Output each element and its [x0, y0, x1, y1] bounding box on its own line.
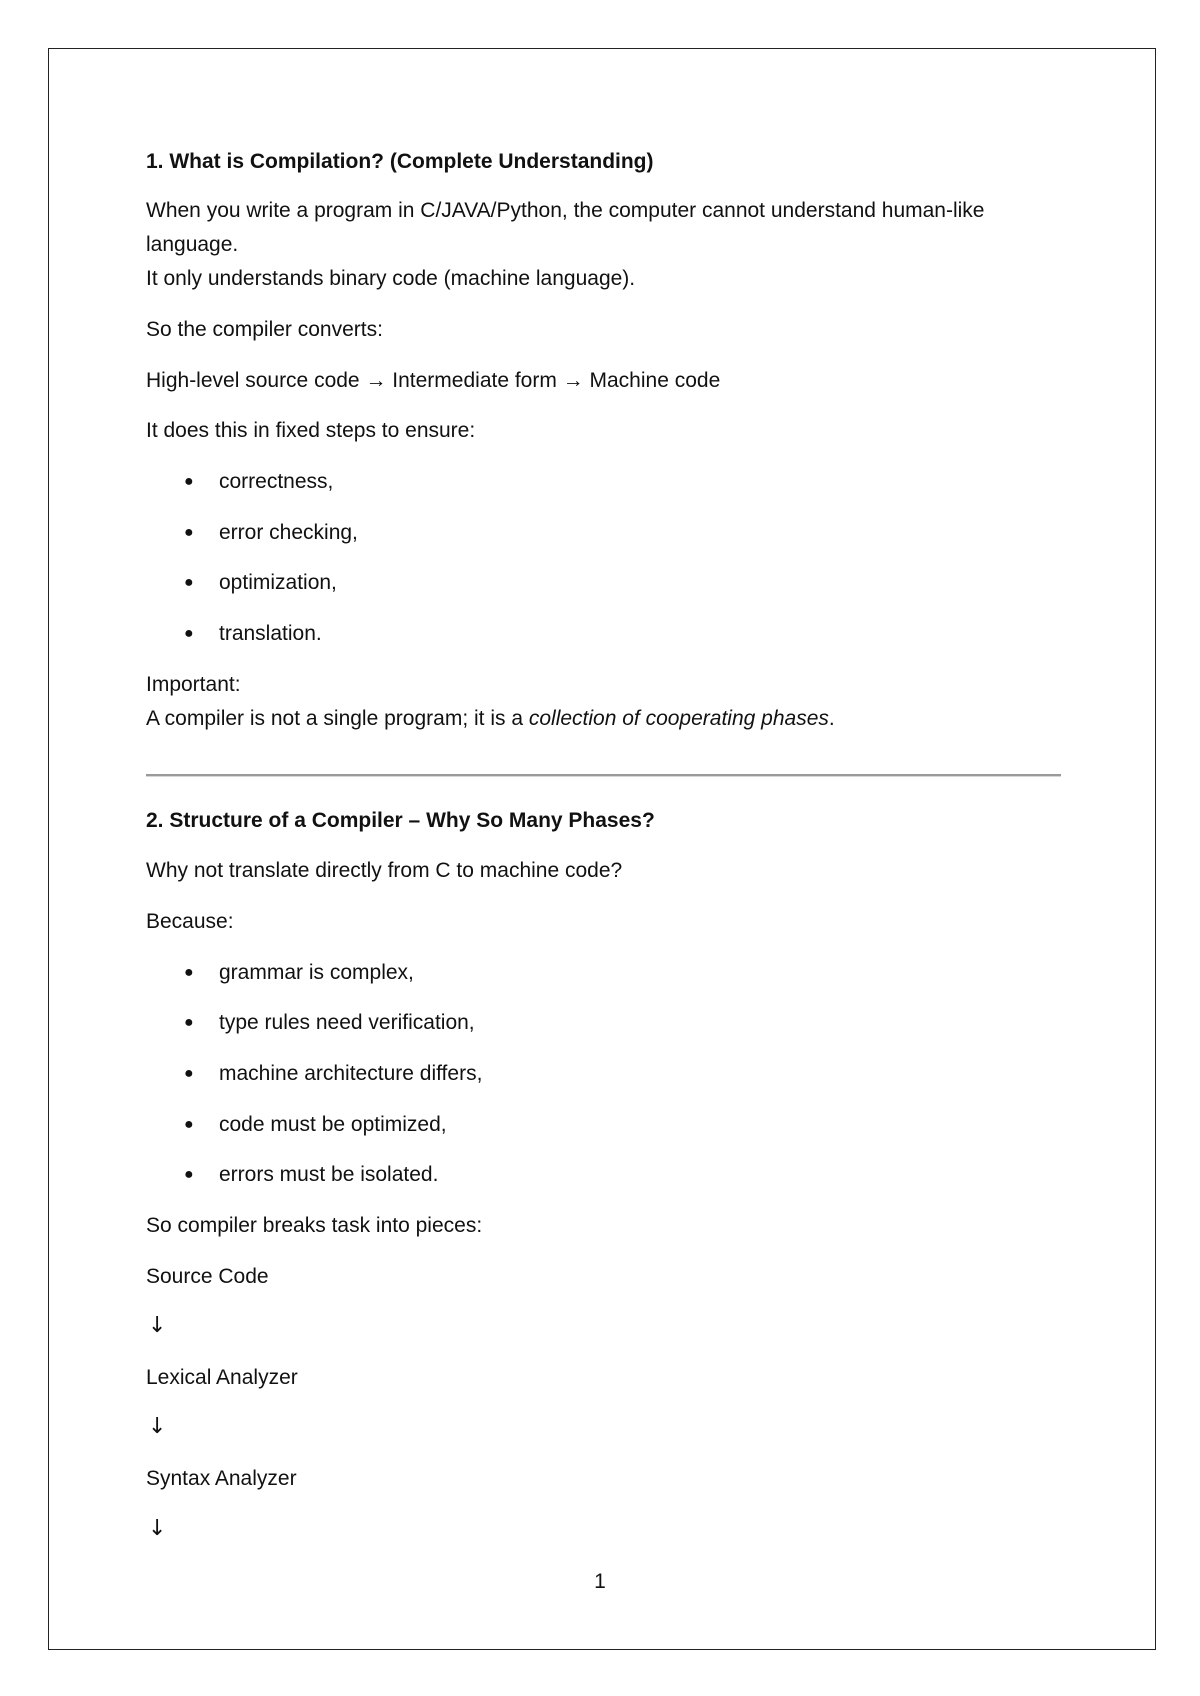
section-2-paragraph-3: So compiler breaks task into pieces:: [146, 1214, 483, 1237]
important-text-italic: collection of cooperating phases: [528, 707, 829, 730]
flow-step-syntax-analyzer: Syntax Analyzer: [146, 1467, 297, 1490]
bullet-dot: ●: [184, 1116, 194, 1133]
flow-step-source-code: Source Code: [146, 1265, 269, 1288]
list-item: machine architecture differs,: [219, 1062, 483, 1085]
down-arrow-icon: ↓: [148, 1313, 167, 1338]
list-item: grammar is complex,: [219, 961, 414, 984]
section-2-paragraph-1: Why not translate directly from C to machine code?: [146, 859, 623, 882]
list-item: code must be optimized,: [219, 1113, 447, 1136]
section-1-paragraph-4: It does this in fixed steps to ensure:: [146, 419, 476, 442]
section-1-heading: 1. What is Compilation? (Complete Understanding): [146, 150, 654, 173]
section-1-paragraph-2: So the compiler converts:: [146, 318, 383, 341]
bullet-dot: ●: [184, 964, 194, 981]
important-text: [146, 702, 835, 736]
section-1-paragraph-1-line-1: When you write a program in C/JAVA/Python, the computer cannot understand human-like: [146, 199, 985, 222]
important-label: Important:: [146, 673, 241, 696]
section-2-paragraph-2: Because:: [146, 910, 234, 933]
bullet-dot: ●: [184, 1166, 194, 1183]
section-2-heading: 2. Structure of a Compiler – Why So Many Phases?: [146, 809, 655, 832]
horizontal-divider: [146, 774, 1061, 777]
list-item: type rules need verification,: [219, 1011, 475, 1034]
bullet-dot: ●: [184, 1065, 194, 1082]
list-item: translation.: [219, 622, 322, 645]
flow-step-lexical-analyzer: Lexical Analyzer: [146, 1366, 298, 1389]
bullet-dot: ●: [184, 473, 194, 490]
bullet-dot: ●: [184, 1014, 194, 1031]
down-arrow-icon: ↓: [148, 1414, 167, 1439]
section-1-paragraph-1-line-2: language.: [146, 233, 239, 256]
down-arrow-icon: ↓: [148, 1516, 167, 1541]
important-text-prefix: A compiler is not a single program; it is a: [146, 707, 529, 730]
bullet-dot: ●: [184, 625, 194, 642]
section-1-paragraph-3: High-level source code → Intermediate form → Machine code: [146, 369, 721, 392]
list-item: correctness,: [219, 470, 334, 493]
list-item: error checking,: [219, 521, 358, 544]
bullet-dot: ●: [184, 524, 194, 541]
list-item: errors must be isolated.: [219, 1163, 439, 1186]
bullet-dot: ●: [184, 574, 194, 591]
page-number: 1: [594, 1570, 606, 1593]
list-item: optimization,: [219, 571, 337, 594]
important-text-suffix: .: [828, 707, 835, 730]
section-1-paragraph-1-line-3: It only understands binary code (machine language).: [146, 267, 636, 290]
